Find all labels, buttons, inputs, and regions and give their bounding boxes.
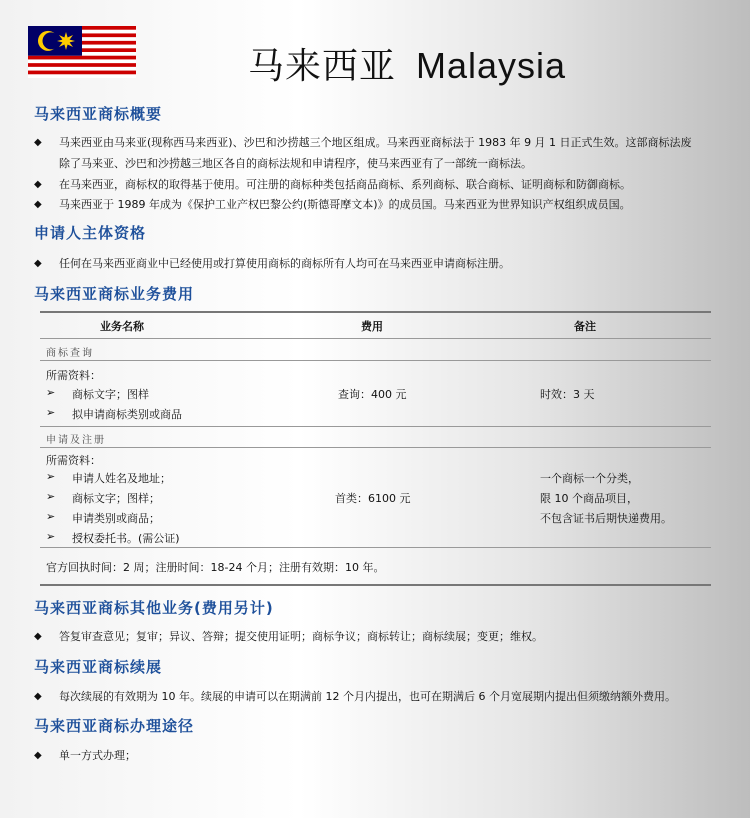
bullet-icon: ◆	[34, 199, 42, 210]
page-title	[248, 38, 566, 89]
table-divider	[40, 426, 711, 427]
table-top-rule	[40, 311, 711, 313]
bullet-text: 任何在马来西亚商业中已经使用或打算使用商标的商标所有人均可在马来西亚申请商标注册。	[59, 257, 510, 270]
search-note: 时效：3 天	[540, 388, 595, 401]
bullet-icon: ◆	[34, 258, 42, 269]
other-heading: 马来西亚商标其他业务(费用另计)	[34, 599, 274, 617]
title-english: Malaysia	[416, 45, 567, 86]
search-item: 商标文字；图样	[72, 388, 149, 401]
apply-note: 不包含证书后期快递费用。	[540, 512, 672, 525]
bullet-text: 在马来西亚，商标权的取得基于使用。可注册的商标种类包括商品商标、系列商标、联合商标、证明商标和防御商标。	[59, 178, 631, 191]
list-item	[34, 745, 720, 766]
search-subheading: 商标查询	[46, 348, 94, 359]
arrow-icon: ➢	[46, 510, 56, 523]
column-header-fee: 费用	[361, 320, 383, 333]
table-bottom-rule	[40, 584, 711, 586]
bullet-text: 每次续展的有效期为 10 年。续展的申请可以在期满前 12 个月内提出，也可在期满后 6 个月宽展期内提出但须缴纳额外费用。	[59, 690, 676, 703]
apply-fee: 首类：6100 元	[335, 492, 411, 505]
column-header-note: 备注	[574, 320, 596, 333]
apply-item: 商标文字；图样；	[72, 492, 160, 505]
table-divider	[40, 338, 711, 339]
list-item	[34, 132, 720, 174]
applicant-heading: 申请人主体资格	[34, 224, 147, 242]
apply-item: 申请类别或商品；	[72, 512, 160, 525]
bullet-icon: ◆	[34, 750, 42, 761]
arrow-icon: ➢	[46, 470, 56, 483]
list-item	[34, 626, 720, 647]
table-divider	[40, 547, 711, 548]
search-fee: 查询：400 元	[338, 388, 407, 401]
apply-item: 授权委托书。(需公证)	[72, 532, 180, 545]
list-item	[34, 174, 720, 195]
bullet-icon: ◆	[34, 179, 42, 190]
apply-note: 一个商标一个分类，	[540, 472, 639, 485]
bullet-icon: ◆	[34, 137, 42, 148]
bullet-icon: ◆	[34, 691, 42, 702]
apply-subheading: 申请及注册	[46, 435, 106, 446]
bullet-text: 除了马来亚、沙巴和沙捞越三地区各自的商标法规和申请程序，使马来西亚有了一部统一商标法。	[59, 157, 532, 170]
table-divider	[40, 447, 711, 448]
apply-note: 限 10 个商品项目，	[540, 492, 638, 505]
bullet-text: 马来西亚于 1989 年成为《保护工业产权巴黎公约(斯德哥摩文本)》的成员国。马来西亚为世界知识产权组织成员国。	[59, 198, 631, 211]
table-divider	[40, 360, 711, 361]
fees-heading: 马来西亚商标业务费用	[34, 285, 195, 303]
arrow-icon: ➢	[46, 406, 56, 419]
overview-heading: 马来西亚商标概要	[34, 105, 163, 123]
arrow-icon: ➢	[46, 530, 56, 543]
search-needed-label: 所需资料：	[46, 369, 101, 382]
malaysia-flag-icon	[28, 26, 136, 78]
renewal-heading: 马来西亚商标续展	[34, 658, 163, 676]
apply-item: 申请人姓名及地址；	[72, 472, 171, 485]
fees-footer-note: 官方回执时间：2 周；注册时间：18-24 个月；注册有效期：10 年。	[46, 561, 385, 574]
bullet-icon: ◆	[34, 631, 42, 642]
channel-heading: 马来西亚商标办理途径	[34, 717, 195, 735]
arrow-icon: ➢	[46, 490, 56, 503]
list-item	[34, 253, 720, 274]
search-item: 拟申请商标类别或商品	[72, 408, 182, 421]
column-header-name: 业务名称	[100, 320, 144, 333]
bullet-text: 单一方式办理；	[59, 749, 136, 762]
list-item	[34, 194, 720, 215]
list-item	[34, 686, 720, 707]
apply-needed-label: 所需资料：	[46, 454, 101, 467]
arrow-icon: ➢	[46, 386, 56, 399]
bullet-text: 答复审查意见；复审；异议、答辩；提交使用证明；商标争议；商标转让；商标续展；变更；维权。	[59, 630, 543, 643]
title-chinese: 马来西亚	[248, 46, 397, 87]
bullet-text: 马来西亚由马来亚(现称西马来西亚)、沙巴和沙捞越三个地区组成。马来西亚商标法于 1983 年 9 月 1 日正式生效。这部商标法废	[59, 136, 692, 149]
